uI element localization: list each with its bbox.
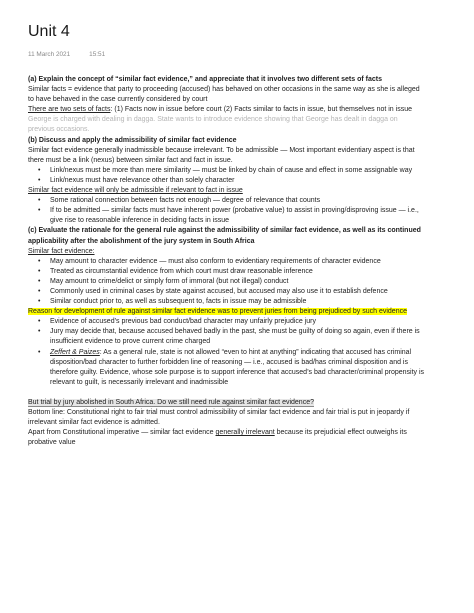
list-item: • Jury may decide that, because accused behaved badly in the past, she must be guilty of doing so again, even if there is insufficient evidence to prove current crime charged <box>28 327 426 347</box>
apart-pre: Apart from Constitutional imperative — similar fact evidence <box>28 429 216 437</box>
two-sets-rest: : (1) Facts now in issue before court (2) Facts similar to facts in issue, but themselves not in issue <box>110 106 412 114</box>
list-item: • Link/nexus must be more than mere similarity — must be linked by chain of cause and effect in some assignable way <box>28 166 426 176</box>
page-title: Unit 4 <box>28 23 70 40</box>
list-item-zeffert <box>28 348 426 388</box>
section-c-subheading: Similar fact evidence: <box>28 247 95 255</box>
apart-post: because its prejudicial effect outweighs its probative value <box>28 429 407 447</box>
apart-underlined: generally irrelevant <box>215 429 275 437</box>
zeffert-text: : As a general rule, state is not allowed “even to hint at anything” indicating that accused has criminal disposition/bad character to further forbidden line of reasoning — i.e., accused is bad/has criminal disposition and is therefore guilty. Evidence, whose sole purpose is to support inference that accused’s bad character/criminal propensity is relevant to guilt, is necessarily irrelevant and inadmissible <box>50 348 425 386</box>
zeffert-citation: Zeffert & Paizes <box>50 348 100 356</box>
note-body[interactable] <box>28 75 426 448</box>
section-c-highlight <box>28 307 426 317</box>
list-item: • Evidence of accused’s previous bad conduct/bad character may unfairly prejudice jury <box>28 317 426 327</box>
list-item: • Commonly used in criminal cases by state against accused, but accused may also use it to establish defence <box>28 287 426 297</box>
note-timestamp <box>28 51 426 61</box>
section-b-heading: (b) Discuss and apply the admissibility of similar fact evidence <box>28 136 237 144</box>
section-a-heading: (a) Explain the concept of “similar fact evidence,” and appreciate that it involves two different sets of facts <box>28 76 382 83</box>
section-b-list-2 <box>28 196 426 226</box>
section-c-heading: (c) Evaluate the rationale for the general rule against the admissibility of similar fact evidence, as well as its continued applicability after the abolishment of the jury system in South Africa <box>28 227 421 245</box>
conclusion-question-line <box>28 398 426 408</box>
list-item: • Some rational connection between facts not enough — degree of relevance that counts <box>28 196 426 206</box>
section-b-text: Similar fact evidence generally inadmissible because irrelevant. To be admissible — Most important evidentiary aspect is that there must be a link (nexus) between similar fact and fact in issue. <box>28 146 415 164</box>
note-page <box>28 22 426 448</box>
list-item: • Link/nexus must have relevance other than solely character <box>28 176 426 186</box>
list-item: • May amount to character evidence — must also conform to evidentiary requirements of character evidence <box>28 257 426 267</box>
list-item: • Similar conduct prior to, as well as subsequent to, facts in issue may be admissible <box>28 297 426 307</box>
list-item: • Treated as circumstantial evidence from which court must draw reasonable inference <box>28 267 426 277</box>
highlighted-text: Reason for development of rule against similar fact evidence was to prevent juries from being prejudiced by such evidence <box>28 308 407 316</box>
section-c-list-2 <box>28 317 426 388</box>
list-item: • May amount to crime/delict or simply form of immoral (but not illegal) conduct <box>28 277 426 287</box>
conclusion-bottom-line: Bottom line: Constitutional right to fair trial must control admissibility of similar fact evidence and fair trial is put in jeopardy if irrelevant similar fact evidence is admitted. <box>28 409 410 427</box>
list-item: • If to be admitted — similar facts must have inherent power (probative value) to assist in proving/disproving issue — i.e., give rise to reasonable inference in deciding facts in issue <box>28 206 426 226</box>
section-a-example: George is charged with dealing in dagga. State wants to introduce evidence showing that George has dealt in dagga on previous occasions. <box>28 116 398 134</box>
spacer <box>28 388 426 398</box>
section-b-list-1 <box>28 166 426 186</box>
two-sets-underlined: There are two sets of facts <box>28 106 111 114</box>
note-date: 11 March 2021 <box>28 51 71 58</box>
conclusion-question: But trial by jury abolished in South Africa. Do we still need rule against similar fact evidence? <box>28 398 314 406</box>
section-a-definition: Similar facts = evidence that party to proceeding (accused) has behaved on other occasions in the same way as she is alleged to have behaved in the case currently considered by court <box>28 86 420 104</box>
note-time: 15:51 <box>89 51 106 58</box>
section-b-rule: Similar fact evidence will only be admissible if relevant to fact in issue <box>28 187 243 195</box>
section-a-two-sets <box>28 105 426 115</box>
section-c-list-1 <box>28 257 426 307</box>
conclusion-apart <box>28 428 426 448</box>
